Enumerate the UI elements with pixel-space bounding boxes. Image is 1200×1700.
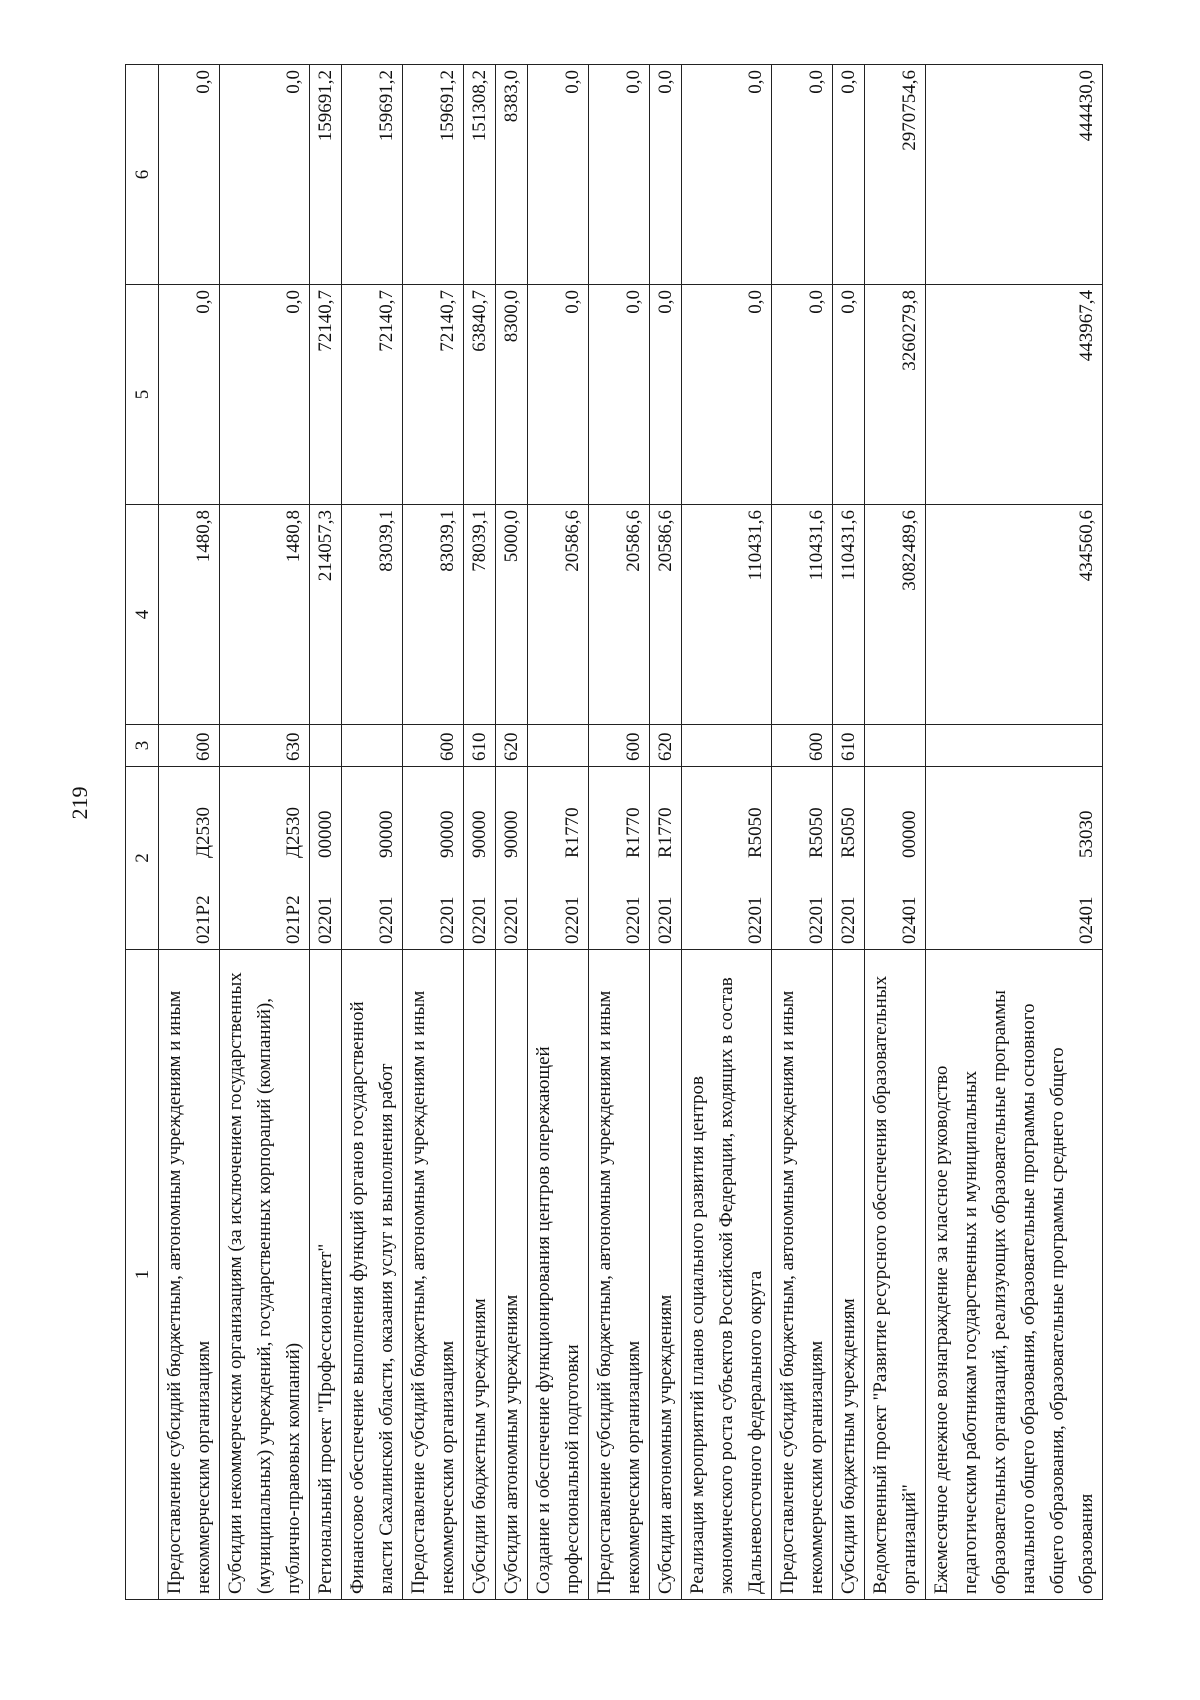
value-col5: 0,0 (159, 285, 220, 505)
value-col4: 83039,1 (403, 505, 464, 725)
target-code (833, 767, 865, 950)
code-direction: 90000 (437, 810, 458, 858)
column-header: 1 (126, 950, 159, 1600)
value-col5: 0,0 (650, 285, 682, 505)
value-col6: 159691,2 (342, 65, 403, 285)
table-row (464, 65, 496, 1600)
value-col5: 0,0 (589, 285, 650, 505)
value-col4: 214057,3 (310, 505, 342, 725)
expense-type-code: 610 (833, 725, 865, 767)
value-col4: 83039,1 (342, 505, 403, 725)
code-program: 02201 (623, 896, 644, 944)
code-program: 02201 (838, 896, 859, 944)
value-col6: 159691,2 (403, 65, 464, 285)
budget-table-container (125, 65, 1097, 1600)
value-col6: 444430,0 (926, 65, 1103, 285)
value-col6: 8383,0 (496, 65, 528, 285)
expense-type-code: 620 (650, 725, 682, 767)
page-number: 219 (67, 786, 92, 820)
value-col5: 72140,7 (310, 285, 342, 505)
row-name: Региональный проект "Профессионалитет" (310, 950, 342, 1600)
expense-type-code (310, 725, 342, 767)
value-col4: 1480,8 (220, 505, 310, 725)
target-code (159, 767, 220, 950)
value-col5: 0,0 (220, 285, 310, 505)
code-direction: 53030 (1076, 810, 1097, 858)
table-row (403, 65, 464, 1600)
code-direction: Д2530 (283, 807, 304, 858)
code-direction: 00000 (315, 810, 336, 858)
expense-type-code: 600 (772, 725, 833, 767)
target-code (496, 767, 528, 950)
code-program: 02201 (806, 896, 827, 944)
value-col4: 110431,6 (772, 505, 833, 725)
value-col4: 1480,8 (159, 505, 220, 725)
code-program: 02201 (745, 896, 766, 944)
value-col5: 3260279,8 (865, 285, 926, 505)
code-program: 02401 (1076, 896, 1097, 944)
target-code (682, 767, 772, 950)
value-col4: 20586,6 (528, 505, 589, 725)
code-direction: R5050 (745, 807, 766, 858)
target-code (528, 767, 589, 950)
code-program: 021Р2 (193, 895, 214, 944)
target-code (865, 767, 926, 950)
column-header: 3 (126, 725, 159, 767)
target-code (464, 767, 496, 950)
expense-type-code (926, 725, 1103, 767)
expense-type-code (342, 725, 403, 767)
target-code (650, 767, 682, 950)
table-row (772, 65, 833, 1600)
value-col5: 0,0 (833, 285, 865, 505)
row-name: Ведомственный проект "Развитие ресурсного обеспечения образовательных организаций" (865, 950, 926, 1600)
value-col5: 72140,7 (403, 285, 464, 505)
value-col4: 110431,6 (682, 505, 772, 725)
table-row (342, 65, 403, 1600)
row-name: Финансовое обеспечение выполнения функций органов государственной власти Сахалинской области, оказания услуг и выполнения работ (342, 950, 403, 1600)
code-direction: R1770 (562, 807, 583, 858)
value-col5: 443967,4 (926, 285, 1103, 505)
code-program: 02201 (315, 896, 336, 944)
value-col4: 20586,6 (650, 505, 682, 725)
expense-type-code: 600 (403, 725, 464, 767)
table-row (589, 65, 650, 1600)
code-program: 02201 (437, 896, 458, 944)
value-col6: 159691,2 (310, 65, 342, 285)
value-col6: 0,0 (772, 65, 833, 285)
code-direction: R1770 (623, 807, 644, 858)
code-direction: R1770 (655, 807, 676, 858)
row-name: Предоставление субсидий бюджетным, автономным учреждениям и иным некоммерческим организациям (772, 950, 833, 1600)
expense-type-code (682, 725, 772, 767)
code-program: 02201 (501, 896, 522, 944)
row-name: Субсидии бюджетным учреждениям (464, 950, 496, 1600)
target-code (926, 767, 1103, 950)
column-header: 5 (126, 285, 159, 505)
value-col5: 0,0 (772, 285, 833, 505)
target-code (403, 767, 464, 950)
value-col5: 0,0 (528, 285, 589, 505)
code-direction: 00000 (899, 810, 920, 858)
table-header-row (126, 65, 159, 1600)
expense-type-code (865, 725, 926, 767)
row-name: Создание и обеспечение функционирования центров опережающей профессиональной подготовки (528, 950, 589, 1600)
expense-type-code: 630 (220, 725, 310, 767)
code-direction: R5050 (806, 807, 827, 858)
row-name: Субсидии бюджетным учреждениям (833, 950, 865, 1600)
table-row (528, 65, 589, 1600)
row-name: Предоставление субсидий бюджетным, автономным учреждениям и иным некоммерческим организациям (589, 950, 650, 1600)
expense-type-code (528, 725, 589, 767)
target-code (772, 767, 833, 950)
row-name: Субсидии автономным учреждениям (496, 950, 528, 1600)
column-header: 6 (126, 65, 159, 285)
row-name: Ежемесячное денежное вознаграждение за классное руководство педагогическим работникам государственных и муниципальных образовательных организаций, реализующих образовательные программы начального общего образования, образовательные программы основного общего образования, образовательные программы среднего общего образования (926, 950, 1103, 1600)
value-col4: 20586,6 (589, 505, 650, 725)
expense-type-code: 600 (159, 725, 220, 767)
value-col6: 151308,2 (464, 65, 496, 285)
table-row (926, 65, 1103, 1600)
code-direction: 90000 (376, 810, 397, 858)
target-code (220, 767, 310, 950)
code-program: 021Р2 (283, 895, 304, 944)
column-header: 2 (126, 767, 159, 950)
row-name: Реализация мероприятий планов социального развития центров экономического роста субъектов Российской Федерации, входящих в состав Дальневосточного федерального округа (682, 950, 772, 1600)
expense-type-code: 600 (589, 725, 650, 767)
value-col4: 3082489,6 (865, 505, 926, 725)
table-row (650, 65, 682, 1600)
value-col6: 0,0 (682, 65, 772, 285)
code-program: 02201 (376, 896, 397, 944)
value-col4: 110431,6 (833, 505, 865, 725)
column-header: 4 (126, 505, 159, 725)
value-col5: 0,0 (682, 285, 772, 505)
table-row (220, 65, 310, 1600)
code-direction: 90000 (501, 810, 522, 858)
code-direction: R5050 (838, 807, 859, 858)
value-col5: 72140,7 (342, 285, 403, 505)
table-row (865, 65, 926, 1600)
code-direction: 90000 (469, 810, 490, 858)
table-row (496, 65, 528, 1600)
table-row (310, 65, 342, 1600)
value-col6: 0,0 (833, 65, 865, 285)
expense-type-code: 620 (496, 725, 528, 767)
table-body (159, 65, 1103, 1600)
target-code (342, 767, 403, 950)
value-col4: 5000,0 (496, 505, 528, 725)
row-name: Предоставление субсидий бюджетным, автономным учреждениям и иным некоммерческим организациям (159, 950, 220, 1600)
target-code (589, 767, 650, 950)
value-col6: 0,0 (650, 65, 682, 285)
value-col6: 0,0 (589, 65, 650, 285)
row-name: Субсидии автономным учреждениям (650, 950, 682, 1600)
code-program: 02201 (469, 896, 490, 944)
value-col6: 0,0 (220, 65, 310, 285)
value-col4: 434560,6 (926, 505, 1103, 725)
value-col6: 2970754,6 (865, 65, 926, 285)
value-col5: 8300,0 (496, 285, 528, 505)
value-col6: 0,0 (159, 65, 220, 285)
table-row (833, 65, 865, 1600)
row-name: Предоставление субсидий бюджетным, автономным учреждениям и иным некоммерческим организациям (403, 950, 464, 1600)
row-name: Субсидии некоммерческим организациям (за исключением государственных (муниципальных) учреждений, государственных корпораций (компаний), публично-правовых компаний) (220, 950, 310, 1600)
value-col6: 0,0 (528, 65, 589, 285)
table-row (159, 65, 220, 1600)
value-col4: 78039,1 (464, 505, 496, 725)
expense-type-code: 610 (464, 725, 496, 767)
code-program: 02201 (655, 896, 676, 944)
code-program: 02201 (562, 896, 583, 944)
code-program: 02401 (899, 896, 920, 944)
target-code (310, 767, 342, 950)
table-row (682, 65, 772, 1600)
value-col5: 63840,7 (464, 285, 496, 505)
budget-table (125, 64, 1103, 1600)
code-direction: Д2530 (193, 807, 214, 858)
